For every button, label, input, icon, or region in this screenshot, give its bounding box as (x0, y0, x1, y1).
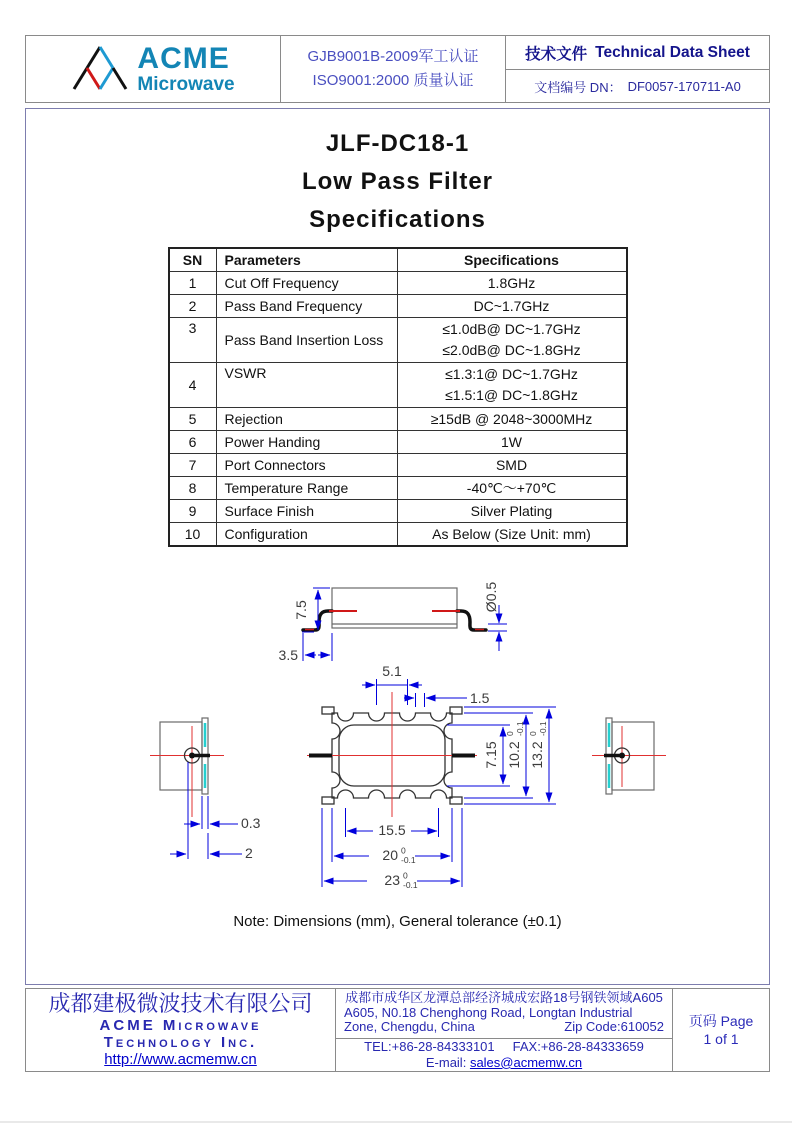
cell-spec (397, 318, 627, 363)
dimension-label: 5.1 (382, 663, 402, 679)
tolerance-lower: -0.1 (515, 721, 525, 736)
page-bottom-edge (0, 1121, 792, 1123)
logo-name: ACME (137, 41, 230, 75)
cell-parameter: Power Handing (216, 431, 397, 454)
logo-subtitle: Microwave (137, 73, 235, 95)
col-header-sn: SN (169, 248, 217, 272)
spec-line: ≤1.3:1@ DC~1.7GHz (445, 366, 578, 382)
address-en-line2: Zone, Chengdu, China (344, 1019, 475, 1034)
cell-sn: 9 (169, 500, 217, 523)
acme-logo-icon (71, 43, 129, 95)
table-header-row (169, 248, 627, 272)
dimension-label: Ø0.5 (483, 581, 499, 613)
tolerance-lower: -0.1 (538, 721, 548, 736)
cell-spec: DC~1.7GHz (397, 295, 627, 318)
header (25, 35, 770, 103)
title-block (26, 109, 769, 239)
table-row (169, 500, 627, 523)
page-title-section: Specifications (309, 206, 486, 233)
cell-spec: -40℃～+70℃ (397, 477, 627, 500)
header-right (506, 36, 769, 102)
right-side-view (592, 718, 666, 794)
dimension-label: 1.5 (470, 690, 490, 706)
dimension-label: 23 (384, 872, 400, 888)
tolerance-lower: -0.1 (401, 855, 416, 865)
doc-number: DF0057-170711-A0 (627, 78, 741, 94)
dimension-label: 3.5 (278, 647, 298, 663)
company-website-link[interactable]: http://www.acmemw.cn (104, 1051, 257, 1068)
dimension-label: 7.15 (483, 741, 499, 769)
table-row (169, 363, 627, 408)
cell-sn: 1 (169, 272, 217, 295)
cell-sn: 3 (169, 318, 217, 363)
email-link[interactable]: sales@acmemw.cn (469, 1054, 583, 1070)
spec-table (168, 247, 628, 547)
table-row (169, 408, 627, 431)
col-header-parameters: Parameters (216, 248, 397, 272)
tolerance-upper: 0 (505, 731, 515, 736)
table-row (169, 318, 627, 363)
page-number-cell (673, 989, 769, 1071)
doc-type (506, 36, 769, 70)
company-name-en-2: Technology Inc. (103, 1034, 258, 1051)
right-lead (457, 611, 486, 630)
tolerance-upper: 0 (403, 870, 408, 881)
cert-line-2: ISO9001:2000 质量认证 (312, 72, 474, 89)
table-row (169, 477, 627, 500)
dimension-label-group (528, 721, 548, 769)
table-row (169, 431, 627, 454)
col-header-specifications: Specifications (397, 248, 627, 272)
main-content (25, 108, 770, 985)
page-title-model: JLF-DC18-1 (325, 130, 470, 157)
dimension-label: 15.5 (378, 822, 406, 838)
side-elevation-view (279, 582, 507, 663)
cell-parameter: Temperature Range (216, 477, 397, 500)
doc-number-label: 文档编号 DN： (534, 79, 622, 95)
cell-parameter: Rejection (216, 408, 397, 431)
footer-contact (336, 989, 673, 1071)
cell-sn: 6 (169, 431, 217, 454)
cell-spec: As Below (Size Unit: mm) (397, 523, 627, 547)
doc-type-zh: 技术文件 (525, 45, 588, 63)
dimension-label: 2 (245, 845, 253, 861)
dimension-label: 0.3 (241, 815, 261, 831)
cell-spec (397, 363, 627, 408)
cell-parameter: Pass Band Frequency (216, 295, 397, 318)
dimension-label: 7.5 (293, 600, 309, 620)
footer-company (26, 989, 336, 1071)
dimension-label-group (505, 721, 525, 769)
cell-spec: SMD (397, 454, 627, 477)
cell-sn: 2 (169, 295, 217, 318)
contact-block (336, 1039, 672, 1072)
address-zh: 成都市成华区龙潭总部经济城成宏路18号钢铁领域A605 (345, 990, 663, 1005)
email-label: E-mail: (425, 1054, 467, 1070)
cell-spec: Silver Plating (397, 500, 627, 523)
cell-parameter: Cut Off Frequency (216, 272, 397, 295)
technical-drawing (26, 565, 776, 905)
cell-sn: 8 (169, 477, 217, 500)
tolerance-upper: 0 (401, 845, 406, 856)
page-title-product: Low Pass Filter (301, 168, 494, 195)
cell-spec: 1.8GHz (397, 272, 627, 295)
doc-number-row (506, 70, 769, 102)
page-value: 1 of 1 (703, 1031, 739, 1047)
left-side-view (150, 718, 261, 861)
spec-line: ≤1.0dB@ DC~1.7GHz (442, 321, 581, 337)
table-row (169, 523, 627, 547)
cell-parameter: Port Connectors (216, 454, 397, 477)
tolerance-lower: -0.1 (403, 880, 418, 890)
cell-spec: 1W (397, 431, 627, 454)
spec-line: ≤1.5:1@ DC~1.8GHz (445, 387, 578, 403)
dimension-label: 20 (382, 847, 398, 863)
cell-sn: 4 (169, 363, 217, 408)
cell-sn: 7 (169, 454, 217, 477)
table-row (169, 272, 627, 295)
tolerance-upper: 0 (528, 731, 538, 736)
doc-type-en: Technical Data Sheet (595, 43, 750, 61)
logo (26, 36, 281, 102)
table-row (169, 454, 627, 477)
cell-parameter: Pass Band Insertion Loss (216, 318, 397, 363)
spec-line: ≤2.0dB@ DC~1.8GHz (442, 342, 581, 358)
front-view (307, 663, 556, 890)
dimension-label: 13.2 (529, 741, 545, 769)
logo-text (137, 41, 235, 95)
company-name-zh: 成都建极微波技术有限公司 (48, 991, 313, 1016)
address-block (336, 989, 672, 1039)
address-en-line1: A605, N0.18 Chenghong Road, Longtan Industrial (344, 1004, 633, 1020)
cell-parameter: Configuration (216, 523, 397, 547)
fax: FAX:+86-28-84333659 (512, 1038, 644, 1054)
footer (25, 988, 770, 1072)
table-row (169, 295, 627, 318)
company-name-en-1: ACME Microwave (99, 1017, 262, 1034)
cell-spec: ≥15dB @ 2048~3000MHz (397, 408, 627, 431)
cert-line-1: GJB9001B-2009军工认证 (307, 48, 479, 65)
zip-code: Zip Code:610052 (564, 1019, 664, 1034)
cell-parameter: VSWR (216, 363, 397, 408)
dimension-label: 10.2 (506, 741, 522, 769)
cell-sn: 5 (169, 408, 217, 431)
certifications (281, 36, 506, 102)
cell-sn: 10 (169, 523, 217, 547)
cell-parameter: Surface Finish (216, 500, 397, 523)
page-label: 页码 Page (688, 1013, 754, 1029)
telephone: TEL:+86-28-84333101 (364, 1038, 495, 1054)
tolerance-note: Note: Dimensions (mm), General tolerance (±0.1) (233, 913, 562, 930)
